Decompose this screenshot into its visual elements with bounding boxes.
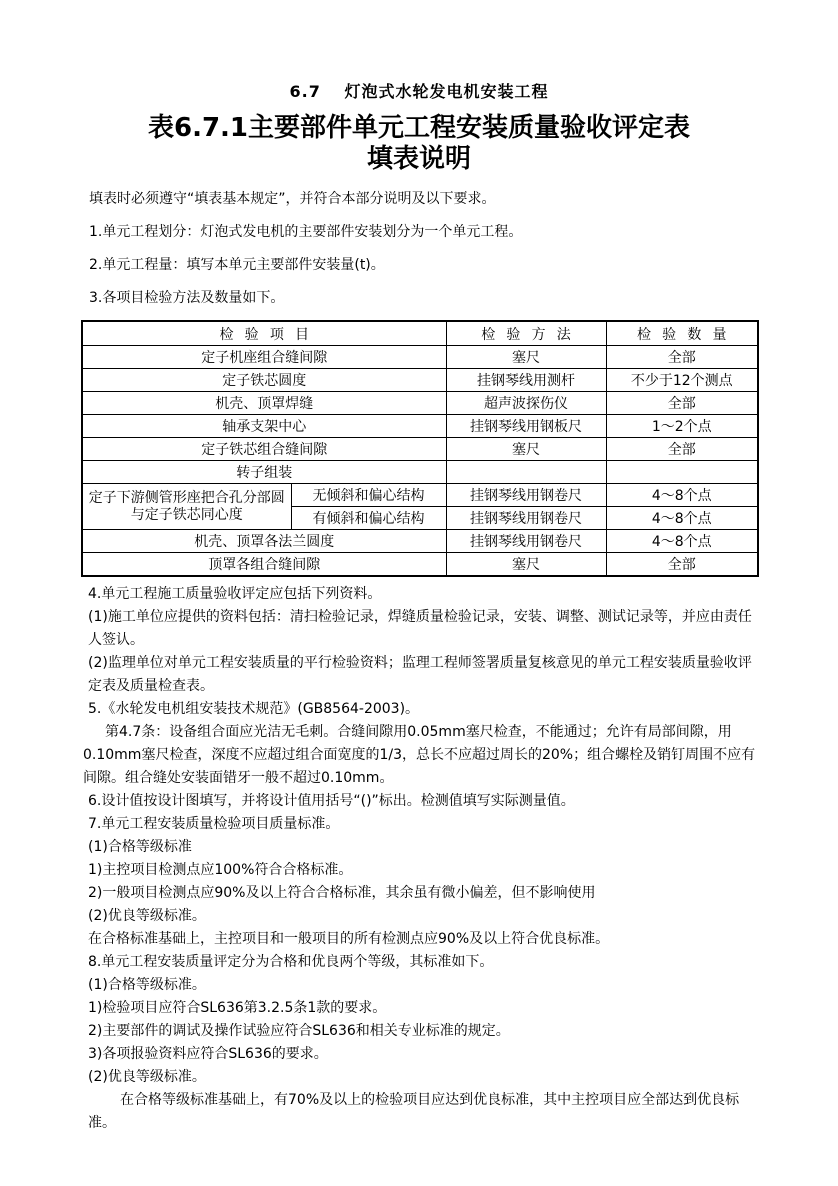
table-row	[82, 530, 758, 553]
quantity-cell: 4～8个点	[606, 484, 758, 507]
method-cell	[446, 461, 606, 484]
document-content	[81, 0, 757, 1135]
table-row	[82, 392, 758, 415]
paragraph-excellent-grade-8: (2)优良等级标准。	[88, 1069, 206, 1085]
page-title: 表6.7.1主要部件单元工程安装质量验收评定表	[147, 113, 691, 143]
method-cell: 挂钢琴线用测杆	[446, 369, 606, 392]
quantity-cell: 不少于12个测点	[606, 369, 758, 392]
table-row	[82, 346, 758, 369]
quantity-cell: 4～8个点	[606, 530, 758, 553]
quantity-cell: 4～8个点	[606, 507, 758, 530]
pre-table-paragraphs	[81, 188, 757, 310]
quantity-cell: 1～2个点	[606, 415, 758, 438]
paragraph-design-values: 6.设计值按设计图填写，并将设计值用括号“()”标出。检测值填写实际测量值。	[88, 793, 575, 809]
header-inspection-item: 检验项目	[82, 321, 446, 346]
quantity-cell	[606, 461, 758, 484]
method-cell: 挂钢琴线用钢卷尺	[446, 507, 606, 530]
group-item-cell: 定子下游侧管形座把合孔分部圆与定子铁芯同心度	[82, 484, 291, 530]
quantity-cell: 全部	[606, 438, 758, 461]
quantity-cell: 全部	[606, 553, 758, 577]
paragraph-clause-4-7: 第4.7条：设备组合面应光洁无毛刺。合缝间隙用0.05mm塞尺检查，不能通过；允许有局部间隙，用0.10mm塞尺检查，深度不应超过组合面宽度的1/3，总长不应超过周长的20%；组合螺栓及销钉周围不应有间隙。组合缝处安装面错牙一般不超过0.10mm。	[83, 724, 756, 786]
paragraph-unit-quantity: 2.单元工程量：填写本单元主要部件安装量(t)。	[89, 257, 385, 273]
table-row	[82, 369, 758, 392]
paragraph-standard-reference: 5.《水轮发电机组安装技术规范》(GB8564-2003)。	[88, 701, 420, 717]
method-cell: 塞尺	[446, 438, 606, 461]
table-row	[82, 484, 758, 507]
quantity-cell: 全部	[606, 392, 758, 415]
paragraph-qualified-grade-8: (1)合格等级标准。	[88, 977, 206, 993]
paragraph-sl636-item2: 2)主要部件的调试及操作试验应符合SL636和相关专业标准的规定。	[88, 1023, 510, 1039]
paragraph-excellent-detail-7: 在合格标准基础上，主控项目和一般项目的所有检测点应90%及以上符合优良标准。	[88, 931, 610, 947]
intro-paragraph: 填表时必须遵守“填表基本规定”，并符合本部分说明及以下要求。	[89, 191, 496, 207]
item-cell: 定子机座组合缝间隙	[82, 346, 446, 369]
paragraph-grade-definition-8: 8.单元工程安装质量评定分为合格和优良两个等级，其标准如下。	[88, 954, 494, 970]
item-cell: 顶罩各组合缝间隙	[82, 553, 446, 577]
header-inspection-method: 检验方法	[446, 321, 606, 346]
method-cell: 超声波探伤仪	[446, 392, 606, 415]
table-row	[82, 461, 758, 484]
header-inspection-quantity: 检验数量	[606, 321, 758, 346]
paragraph-supervision-materials: (2)监理单位对单元工程安装质量的平行检验资料；监理工程师签署质量复核意见的单元工程安装质量验收评定表及质量检查表。	[88, 655, 752, 694]
method-cell: 塞尺	[446, 346, 606, 369]
sub-item-cell: 有倾斜和偏心结构	[291, 507, 446, 530]
item-cell: 定子铁芯组合缝间隙	[82, 438, 446, 461]
page-subtitle: 填表说明	[366, 144, 471, 174]
paragraph-excellent-detail-8: 在合格等级标准基础上，有70%及以上的检验项目应达到优良标准，其中主控项目应全部达到优良标准。	[88, 1092, 740, 1131]
item-cell: 轴承支架中心	[82, 415, 446, 438]
paragraph-table-lead: 3.各项目检验方法及数量如下。	[89, 290, 285, 306]
item-cell: 机壳、顶罩焊缝	[82, 392, 446, 415]
section-heading: 6.7 灯泡式水轮发电机安装工程	[289, 82, 549, 101]
quantity-cell: 全部	[606, 346, 758, 369]
paragraph-contractor-materials: (1)施工单位应提供的资料包括：清扫检验记录，焊缝质量检验记录，安装、调整、测试记录等，并应由责任人签认。	[88, 609, 752, 648]
item-cell: 转子组装	[82, 461, 446, 484]
table-row	[82, 415, 758, 438]
method-cell: 挂钢琴线用钢板尺	[446, 415, 606, 438]
paragraph-qualified-grade-7: (1)合格等级标准	[88, 839, 192, 855]
paragraph-quality-standards: 7.单元工程安装质量检验项目质量标准。	[88, 816, 340, 832]
paragraph-sl636-item3: 3)各项报验资料应符合SL636的要求。	[88, 1046, 328, 1062]
paragraph-main-control-100: 1)主控项目检测点应100%符合合格标准。	[88, 862, 353, 878]
paragraph-unit-division: 1.单元工程划分：灯泡式发电机的主要部件安装划分为一个单元工程。	[89, 224, 523, 240]
item-cell: 定子铁芯圆度	[82, 369, 446, 392]
method-cell: 挂钢琴线用钢卷尺	[446, 530, 606, 553]
method-cell: 挂钢琴线用钢卷尺	[446, 484, 606, 507]
paragraph-excellent-grade-7: (2)优良等级标准。	[88, 908, 206, 924]
inspection-table	[81, 320, 759, 577]
table-row	[82, 438, 758, 461]
paragraph-general-90: 2)一般项目检测点应90%及以上符合合格标准，其余虽有微小偏差，但不影响使用	[88, 885, 596, 901]
table-header-row	[82, 321, 758, 346]
post-table-paragraphs	[81, 583, 757, 1135]
paragraph-sl636-item1: 1)检验项目应符合SL636第3.2.5条1款的要求。	[88, 1000, 387, 1016]
paragraph-acceptance-materials: 4.单元工程施工质量验收评定应包括下列资料。	[88, 586, 382, 602]
method-cell: 塞尺	[446, 553, 606, 577]
table-row	[82, 553, 758, 577]
sub-item-cell: 无倾斜和偏心结构	[291, 484, 446, 507]
item-cell: 机壳、顶罩各法兰圆度	[82, 530, 446, 553]
